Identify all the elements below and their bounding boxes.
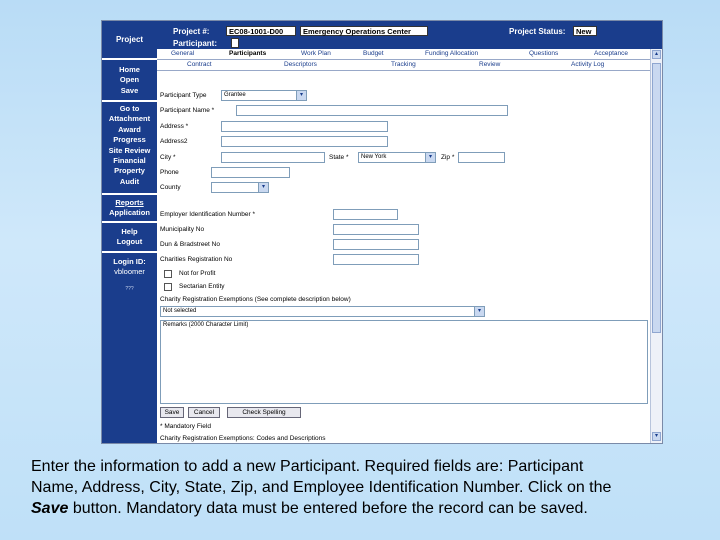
not-for-profit-label: Not for Profit xyxy=(179,270,216,277)
scroll-up-icon[interactable]: ▴ xyxy=(652,50,661,59)
scroll-down-icon[interactable]: ▾ xyxy=(652,432,661,441)
sidebar-group-file xyxy=(102,60,157,102)
sidebar-item-audit[interactable]: Audit xyxy=(119,176,140,186)
scrollbar-thumb[interactable] xyxy=(652,63,661,333)
tab-tracking[interactable]: Tracking xyxy=(391,61,416,68)
state-select[interactable] xyxy=(358,152,436,163)
codes-heading: Charity Registration Exemptions: Codes and Descriptions xyxy=(160,435,326,442)
sidebar-goto-label: Go to xyxy=(119,104,140,113)
tab-descriptors[interactable]: Descriptors xyxy=(284,61,317,68)
sidebar-title: Project xyxy=(115,35,144,44)
zip-input[interactable] xyxy=(458,152,505,163)
sidebar-item-award[interactable]: Award xyxy=(118,124,141,134)
application-screenshot xyxy=(101,20,663,444)
sidebar-item-open[interactable]: Open xyxy=(119,75,140,85)
state-label: State * xyxy=(329,154,349,161)
state-value: New York xyxy=(361,154,387,160)
caption-line-2: Name, Address, City, State, Zip, and Employee Identification Number. Click on the xyxy=(31,479,612,496)
tab-activity-log[interactable]: Activity Log xyxy=(571,61,605,68)
sidebar-item-home[interactable]: Home xyxy=(119,65,140,74)
exemptions-value: Not selected xyxy=(163,308,197,314)
project-number-label: Project #: xyxy=(173,27,210,36)
sidebar-item-site-review[interactable]: Site Review xyxy=(108,145,151,155)
login-value: vbloomer xyxy=(114,267,145,277)
participant-type-label: Participant Type xyxy=(160,92,207,99)
phone-input[interactable] xyxy=(211,167,290,178)
chevron-down-icon: ▾ xyxy=(425,153,435,162)
participant-label: Participant: xyxy=(173,39,218,48)
caption-line-3-rest: button. Mandatory data must be entered before the record can be saved. xyxy=(68,500,588,517)
project-header xyxy=(157,21,662,49)
caption-line-1: Enter the information to add a new Participant. Required fields are: Participant xyxy=(31,458,584,475)
participant-name-label: Participant Name * xyxy=(160,107,215,114)
sidebar-group-reports xyxy=(102,195,157,223)
instruction-caption xyxy=(31,456,701,519)
address-label: Address * xyxy=(160,123,189,130)
sidebar-item-financial[interactable]: Financial xyxy=(113,156,146,166)
sidebar-login-block xyxy=(102,253,157,281)
sidebar-item-reports[interactable]: Reports xyxy=(115,198,144,207)
sidebar-group-goto xyxy=(102,102,157,195)
participant-name-input[interactable] xyxy=(236,105,508,116)
sectarian-entity-checkbox[interactable] xyxy=(164,283,172,291)
tab-funding-allocation[interactable]: Funding Allocation xyxy=(425,50,479,57)
participant-form xyxy=(159,70,649,443)
not-for-profit-checkbox[interactable] xyxy=(164,270,172,278)
city-input[interactable] xyxy=(221,152,325,163)
exemptions-label: Charity Registration Exemptions (See complete description below) xyxy=(160,296,351,303)
cancel-button[interactable]: Cancel xyxy=(188,407,220,418)
participant-type-select[interactable] xyxy=(221,90,307,101)
county-label: County xyxy=(160,184,181,191)
dun-bradstreet-input[interactable] xyxy=(333,239,419,250)
caption-line-3 xyxy=(31,498,701,519)
tab-participants[interactable]: Participants xyxy=(229,50,267,57)
chevron-down-icon: ▾ xyxy=(474,307,484,316)
address-input[interactable] xyxy=(221,121,388,132)
chevron-down-icon: ▾ xyxy=(296,91,306,100)
check-spelling-button[interactable]: Check Spelling xyxy=(227,407,301,418)
tab-contract[interactable]: Contract xyxy=(187,61,212,68)
ein-input[interactable] xyxy=(333,209,398,220)
sidebar-title-block xyxy=(102,21,157,60)
sectarian-entity-label: Sectarian Entity xyxy=(179,283,225,290)
mandatory-note: * Mandatory Field xyxy=(160,423,211,430)
project-status-field: New xyxy=(573,26,597,36)
charities-registration-input[interactable] xyxy=(333,254,419,265)
dun-bradstreet-label: Dun & Bradstreet No xyxy=(160,241,220,248)
sidebar-group-help xyxy=(102,223,157,253)
address2-label: Address2 xyxy=(160,138,188,145)
participant-field xyxy=(231,38,239,48)
municipality-input[interactable] xyxy=(333,224,419,235)
tab-review[interactable]: Review xyxy=(479,61,501,68)
exemptions-select[interactable] xyxy=(160,306,485,317)
chevron-down-icon: ▾ xyxy=(258,183,268,192)
sidebar xyxy=(102,21,157,443)
municipality-label: Municipality No xyxy=(160,226,205,233)
sidebar-small-link[interactable]: ??? xyxy=(125,286,134,292)
phone-label: Phone xyxy=(160,169,179,176)
sidebar-item-attachment[interactable]: Attachment xyxy=(108,114,151,124)
tab-acceptance[interactable]: Acceptance xyxy=(594,50,628,57)
sidebar-item-application[interactable]: Application xyxy=(109,208,150,218)
zip-label: Zip * xyxy=(441,154,455,161)
tab-budget[interactable]: Budget xyxy=(363,50,384,57)
address2-input[interactable] xyxy=(221,136,388,147)
remarks-label: Remarks (2000 Character Limit) xyxy=(163,322,249,328)
county-select[interactable] xyxy=(211,182,269,193)
tab-questions[interactable]: Questions xyxy=(529,50,559,57)
ein-label: Employer Identification Number * xyxy=(160,211,256,218)
caption-save-word: Save xyxy=(31,500,69,517)
tab-general[interactable]: General xyxy=(171,50,195,57)
tab-work-plan[interactable]: Work Plan xyxy=(301,50,331,57)
sidebar-item-help[interactable]: Help xyxy=(121,227,138,236)
project-number-field: EC08-1001-D00 xyxy=(226,26,296,36)
city-label: City * xyxy=(160,154,176,161)
participant-type-value: Grantee xyxy=(224,92,246,98)
sidebar-item-property[interactable]: Property xyxy=(114,166,145,176)
sidebar-item-logout[interactable]: Logout xyxy=(116,237,143,247)
save-button[interactable]: Save xyxy=(160,407,184,418)
vertical-scrollbar[interactable] xyxy=(650,49,662,443)
remarks-textarea[interactable] xyxy=(160,320,648,404)
project-status-label: Project Status: xyxy=(509,27,566,36)
login-label: Login ID: xyxy=(113,257,146,266)
project-name-field: Emergency Operations Center xyxy=(300,26,428,36)
tab-bar-primary xyxy=(157,49,662,60)
charities-registration-label: Charities Registration No xyxy=(160,256,233,263)
sidebar-item-save[interactable]: Save xyxy=(120,85,139,95)
sidebar-item-progress[interactable]: Progress xyxy=(113,135,146,145)
